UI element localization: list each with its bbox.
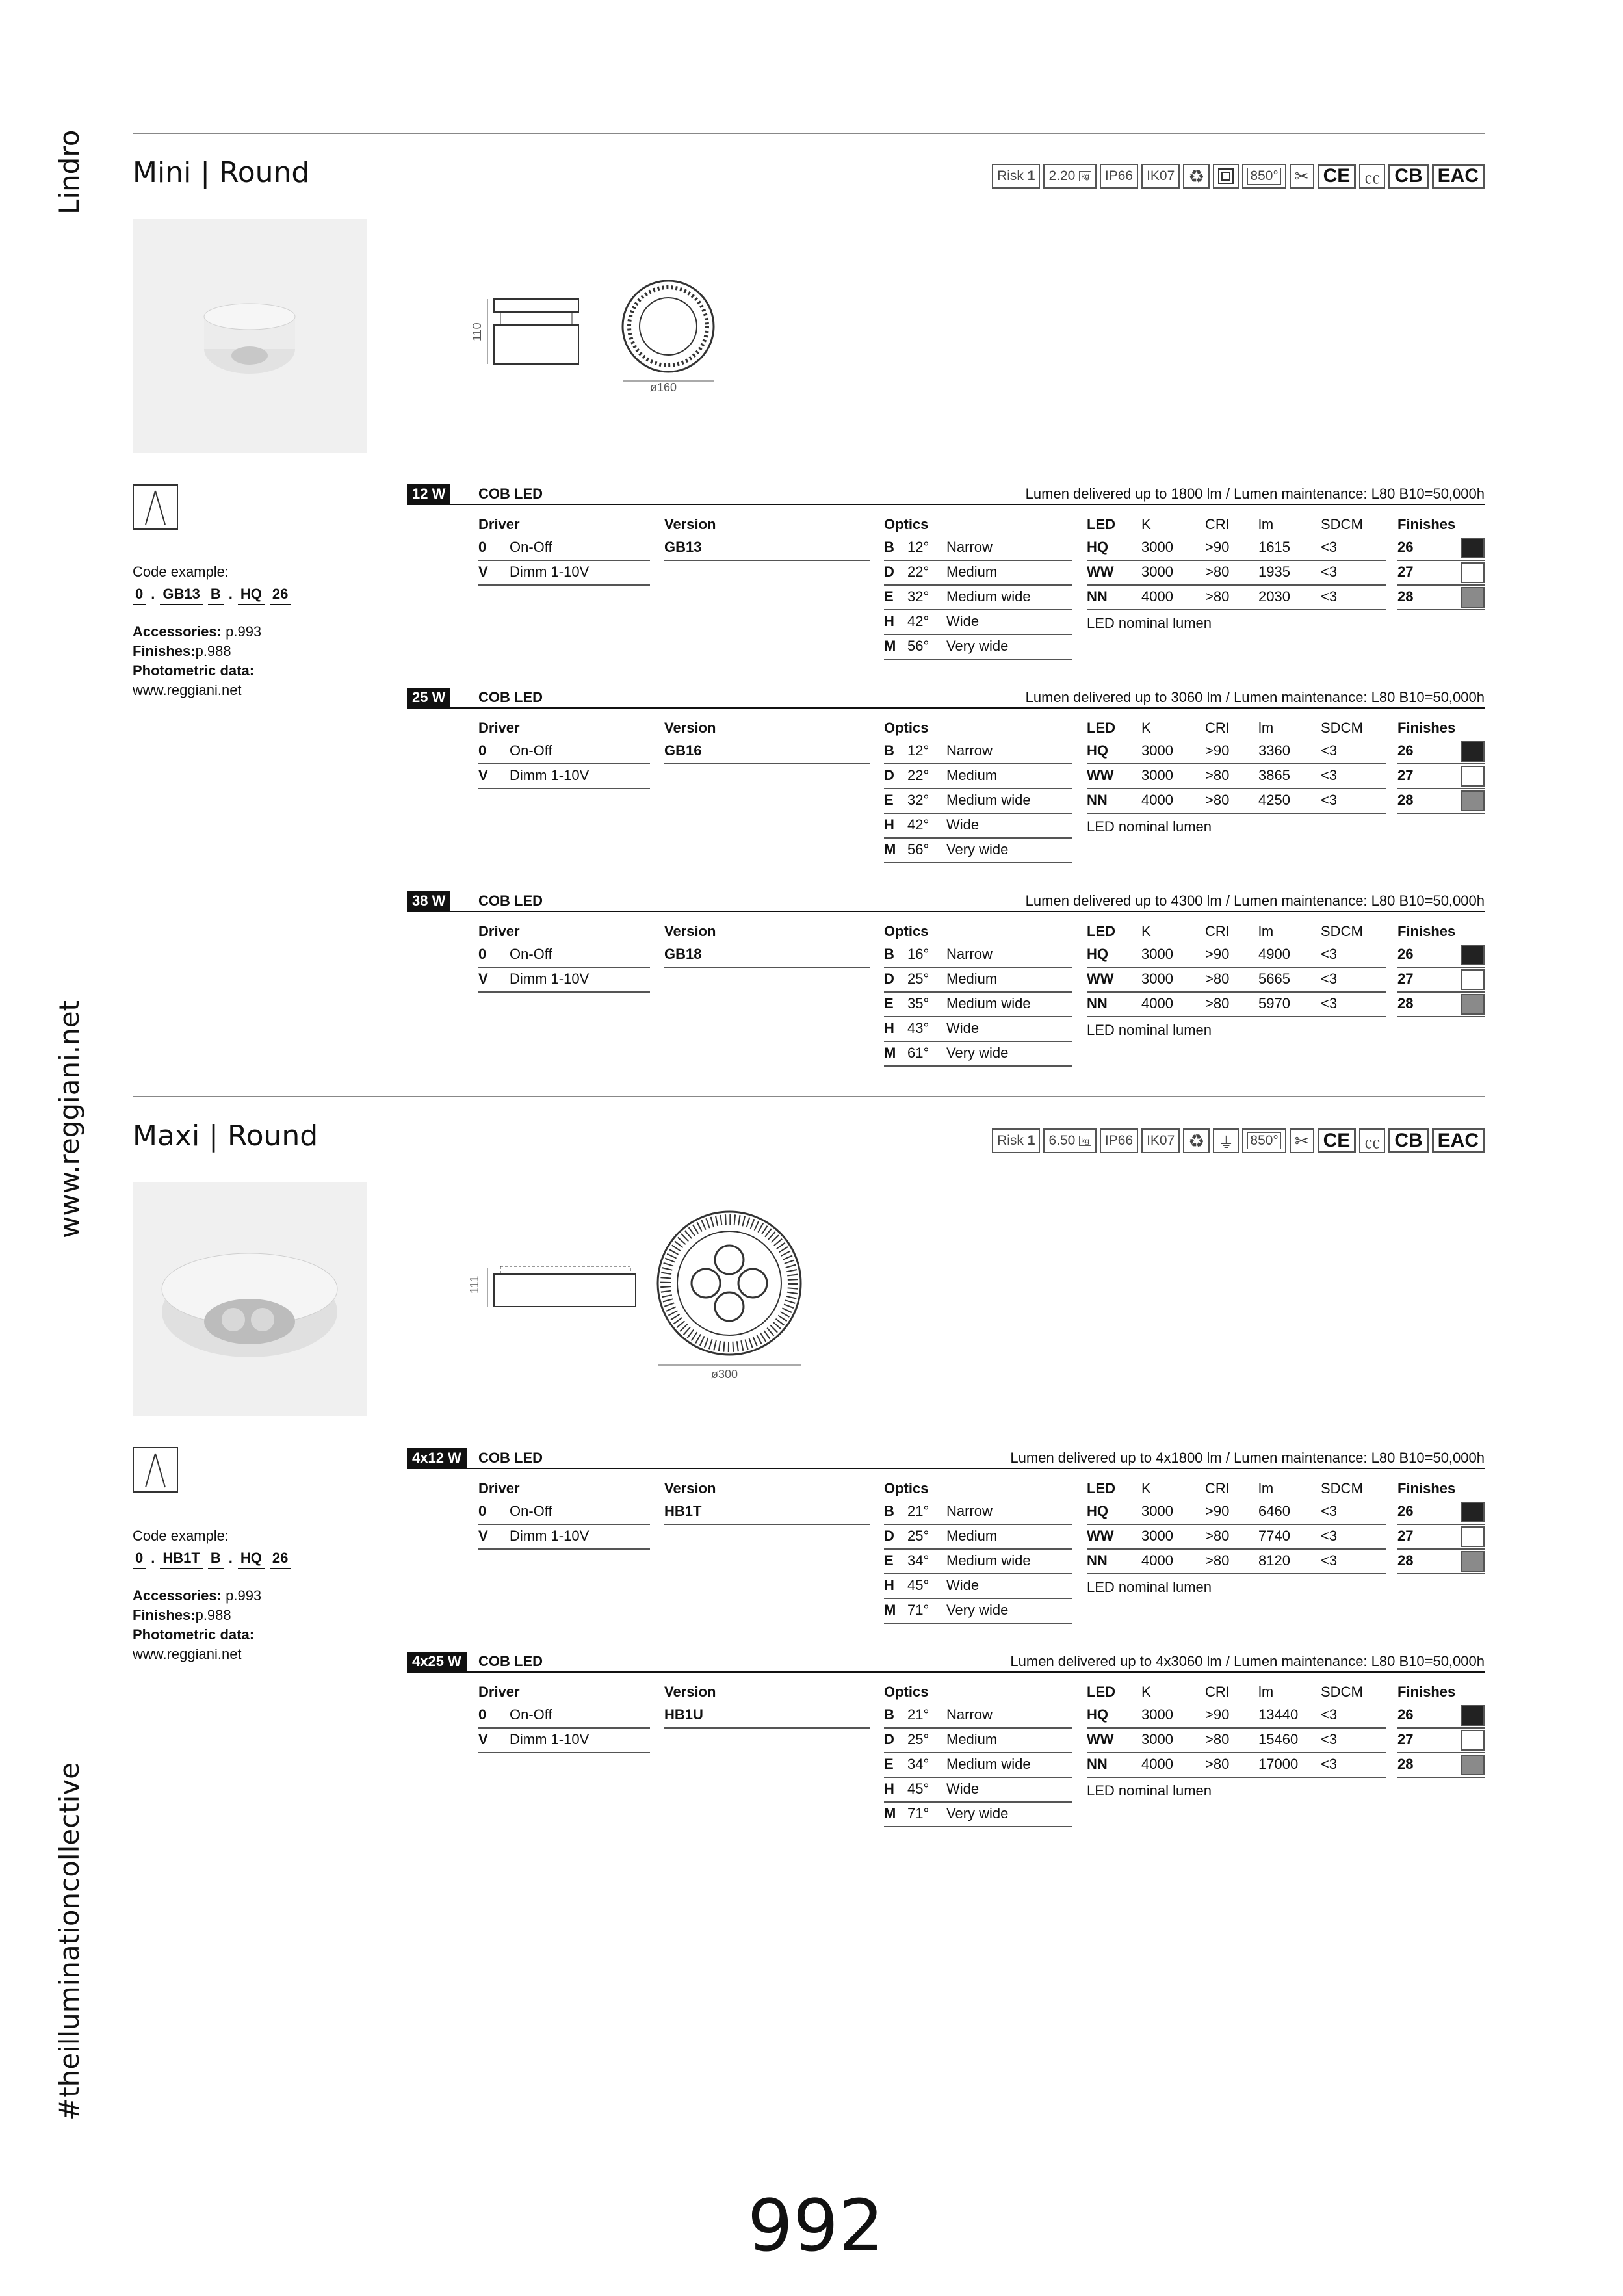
led-col-header: lm (1258, 1480, 1274, 1496)
finishes-column (1397, 1680, 1485, 1778)
finish-swatch (1461, 994, 1485, 1015)
led-header-row (1087, 716, 1386, 740)
optic-option[interactable]: B 21° Narrow (884, 1500, 1072, 1525)
driver-option[interactable]: V Dimm 1-10V (478, 1729, 650, 1753)
finish-option[interactable]: 26 (1397, 536, 1485, 561)
optics-header: Optics (884, 516, 929, 532)
section-title: Mini | Round (133, 156, 310, 189)
led-note: LED nominal lumen (1087, 1022, 1212, 1038)
driver-option[interactable]: V Dimm 1-10V (478, 1525, 650, 1550)
finish-swatch (1461, 945, 1485, 965)
optic-option[interactable]: D 25° Medium (884, 1729, 1072, 1753)
wattage-badge: 25 W (407, 688, 450, 707)
version-header: Version (664, 1480, 716, 1496)
photometric-link[interactable]: www.reggiani.net (133, 682, 242, 698)
product-photo (133, 1182, 367, 1416)
version-code[interactable]: HB1T (664, 1500, 870, 1525)
finish-option[interactable]: 28 (1397, 993, 1485, 1017)
wattage-badge: 12 W (407, 484, 450, 504)
led-row[interactable]: NN 4000 >80 4250 <3 (1087, 789, 1386, 814)
driver-column (478, 1680, 650, 1753)
risk-badge: Risk 1 (992, 1128, 1040, 1153)
driver-column (478, 1477, 650, 1550)
version-column (664, 1477, 870, 1525)
version-column (664, 1680, 870, 1729)
led-header-row (1087, 1477, 1386, 1500)
no-cover-icon: ✂ (1290, 1128, 1314, 1153)
led-row[interactable]: WW 3000 >80 7740 <3 (1087, 1525, 1386, 1550)
led-header-row (1087, 1680, 1386, 1704)
eac-mark: EAC (1432, 1128, 1485, 1153)
light-source-label: COB LED (478, 689, 543, 705)
optic-option[interactable]: E 35° Medium wide (884, 993, 1072, 1017)
led-col-header: K (1141, 1684, 1151, 1700)
led-table (1087, 716, 1386, 840)
led-note: LED nominal lumen (1087, 818, 1212, 835)
driver-option[interactable]: 0 On-Off (478, 740, 650, 764)
led-header-row (1087, 513, 1386, 536)
led-col-header: SDCM (1321, 1480, 1363, 1496)
finishes-header: Finishes (1397, 923, 1456, 939)
ce-mark: CE (1318, 1128, 1357, 1153)
finish-option[interactable]: 28 (1397, 586, 1485, 610)
spec-block (407, 1652, 1485, 1840)
technical-drawing (455, 273, 793, 403)
photometric-link[interactable]: www.reggiani.net (133, 1646, 242, 1662)
recycle-icon: ♻ (1183, 164, 1210, 189)
version-code[interactable]: GB18 (664, 943, 870, 968)
double-insulation-icon (1213, 164, 1239, 189)
led-header-row (1087, 920, 1386, 943)
section-divider (133, 1096, 1485, 1097)
led-col-header: CRI (1205, 516, 1230, 532)
finishes-header: Finishes (1397, 720, 1456, 736)
optics-column (884, 920, 1072, 1067)
side-url[interactable]: www.reggiani.net (53, 1000, 85, 1238)
led-col-header: K (1141, 923, 1151, 939)
led-col-header: CRI (1205, 1480, 1230, 1496)
version-column (664, 920, 870, 968)
optics-column (884, 716, 1072, 863)
led-col-header: K (1141, 1480, 1151, 1496)
wattage-badge: 38 W (407, 891, 450, 911)
finish-option[interactable]: 27 (1397, 1525, 1485, 1550)
driver-header: Driver (478, 923, 520, 939)
finish-swatch (1461, 790, 1485, 811)
led-row[interactable]: HQ 3000 >90 1615 <3 (1087, 536, 1386, 561)
finish-option[interactable]: 28 (1397, 789, 1485, 814)
spec-block-header (407, 891, 1485, 912)
spec-block-header (407, 1448, 1485, 1469)
led-row[interactable]: HQ 3000 >90 13440 <3 (1087, 1704, 1386, 1729)
optic-option[interactable]: M 56° Very wide (884, 635, 1072, 660)
finish-swatch (1461, 538, 1485, 558)
version-code[interactable]: GB13 (664, 536, 870, 561)
version-column (664, 716, 870, 764)
ip-badge: IP66 (1100, 1128, 1138, 1153)
led-col-header: lm (1258, 923, 1274, 939)
led-col-header: lm (1258, 516, 1274, 532)
finish-swatch (1461, 1551, 1485, 1572)
driver-header: Driver (478, 1684, 520, 1700)
optic-option[interactable]: B 16° Narrow (884, 943, 1072, 968)
diameter-dimension: ø300 (711, 1368, 738, 1381)
finish-swatch (1461, 1526, 1485, 1547)
product-photo (133, 219, 367, 453)
finish-option[interactable]: 26 (1397, 943, 1485, 968)
finishes-header: Finishes (1397, 1480, 1456, 1496)
driver-column (478, 513, 650, 586)
finish-swatch (1461, 1755, 1485, 1775)
led-col-header: CRI (1205, 1684, 1230, 1700)
version-header: Version (664, 516, 716, 532)
optic-option[interactable]: E 34° Medium wide (884, 1753, 1072, 1778)
spec-block (407, 891, 1485, 1080)
led-table (1087, 1680, 1386, 1804)
optics-header: Optics (884, 923, 929, 939)
finishes-ref[interactable]: Finishes:p.988 (133, 1607, 231, 1623)
led-col-header: SDCM (1321, 923, 1363, 939)
driver-column (478, 716, 650, 789)
optic-option[interactable]: M 71° Very wide (884, 1599, 1072, 1624)
section-title: Maxi | Round (133, 1119, 318, 1153)
optic-option[interactable]: B 12° Narrow (884, 536, 1072, 561)
optic-option[interactable]: B 12° Narrow (884, 740, 1072, 764)
version-code[interactable]: GB16 (664, 740, 870, 764)
led-row[interactable]: NN 4000 >80 8120 <3 (1087, 1550, 1386, 1574)
led-col-header: SDCM (1321, 516, 1363, 532)
driver-option[interactable]: V Dimm 1-10V (478, 968, 650, 993)
spec-block (407, 484, 1485, 673)
glow-wire-badge: 850° (1242, 1128, 1286, 1153)
finish-swatch (1461, 1730, 1485, 1751)
light-source-label: COB LED (478, 486, 543, 502)
driver-option[interactable]: V Dimm 1-10V (478, 764, 650, 789)
optic-option[interactable]: D 22° Medium (884, 561, 1072, 586)
optics-column (884, 1680, 1072, 1827)
side-hashtag: #theilluminationcollective (53, 1762, 85, 2120)
optic-option[interactable]: H 45° Wide (884, 1778, 1072, 1803)
led-col-header: LED (1087, 1684, 1115, 1700)
cb-mark: CB (1388, 164, 1428, 189)
ik-badge: IK07 (1141, 164, 1180, 189)
glow-wire-badge: 850° (1242, 164, 1286, 189)
photometric-label: Photometric data: (133, 1626, 255, 1643)
optic-option[interactable]: H 42° Wide (884, 610, 1072, 635)
product-info (133, 562, 291, 700)
version-header: Version (664, 923, 716, 939)
driver-header: Driver (478, 516, 520, 532)
optic-option[interactable]: M 71° Very wide (884, 1803, 1072, 1827)
finish-option[interactable]: 26 (1397, 740, 1485, 764)
recycle-icon: ♻ (1183, 1128, 1210, 1153)
finish-option[interactable]: 28 (1397, 1550, 1485, 1574)
kg-icon: kg (1079, 1136, 1091, 1146)
finish-option[interactable]: 27 (1397, 561, 1485, 586)
version-code[interactable]: HB1U (664, 1704, 870, 1729)
wattage-badge: 4x25 W (407, 1652, 467, 1671)
optics-header: Optics (884, 1480, 929, 1496)
optic-option[interactable]: H 42° Wide (884, 814, 1072, 839)
led-row[interactable]: HQ 3000 >90 3360 <3 (1087, 740, 1386, 764)
beam-icon (133, 1447, 178, 1493)
light-source-label: COB LED (478, 1450, 543, 1466)
spec-block (407, 688, 1485, 876)
led-row[interactable]: WW 3000 >80 1935 <3 (1087, 561, 1386, 586)
finishes-header: Finishes (1397, 516, 1456, 532)
finish-swatch (1461, 1705, 1485, 1726)
led-col-header: CRI (1205, 720, 1230, 736)
lumen-info: Lumen delivered up to 4300 lm / Lumen maintenance: L80 B10=50,000h (1025, 893, 1485, 909)
driver-option[interactable]: 0 On-Off (478, 1704, 650, 1729)
lumen-info: Lumen delivered up to 3060 lm / Lumen maintenance: L80 B10=50,000h (1025, 689, 1485, 705)
finish-option[interactable]: 27 (1397, 968, 1485, 993)
finishes-ref[interactable]: Finishes:p.988 (133, 643, 231, 659)
led-col-header: lm (1258, 720, 1274, 736)
height-dimension: 111 (468, 1275, 481, 1294)
ce-mark: CE (1318, 164, 1357, 189)
optics-column (884, 1477, 1072, 1624)
led-table (1087, 1477, 1386, 1600)
light-source-label: COB LED (478, 893, 543, 909)
diameter-dimension: ø160 (650, 381, 677, 394)
code-example-label: Code example: (133, 564, 229, 580)
finish-option[interactable]: 27 (1397, 1729, 1485, 1753)
ccc-icon: ㏄ (1359, 1128, 1385, 1153)
led-col-header: LED (1087, 923, 1115, 939)
height-dimension: 110 (471, 322, 484, 341)
light-source-label: COB LED (478, 1653, 543, 1669)
led-col-header: LED (1087, 720, 1115, 736)
led-row[interactable]: WW 3000 >80 5665 <3 (1087, 968, 1386, 993)
lumen-info: Lumen delivered up to 4x3060 lm / Lumen maintenance: L80 B10=50,000h (1010, 1653, 1485, 1669)
led-note: LED nominal lumen (1087, 615, 1212, 631)
technical-drawing (455, 1209, 819, 1391)
optics-column (884, 513, 1072, 660)
code-example: 0 . GB13 B . HQ 26 (133, 584, 291, 605)
version-column (664, 513, 870, 561)
spec-block-header (407, 484, 1485, 505)
optic-option[interactable]: E 32° Medium wide (884, 789, 1072, 814)
no-cover-icon: ✂ (1290, 164, 1314, 189)
certification-strip (992, 1128, 1485, 1153)
finish-swatch (1461, 587, 1485, 608)
eac-mark: EAC (1432, 164, 1485, 189)
optic-option[interactable]: M 61° Very wide (884, 1042, 1072, 1067)
led-col-header: SDCM (1321, 720, 1363, 736)
finish-swatch (1461, 969, 1485, 990)
ccc-icon: ㏄ (1359, 164, 1385, 189)
finishes-column (1397, 1477, 1485, 1574)
finishes-column (1397, 716, 1485, 814)
spec-block-header (407, 688, 1485, 709)
code-example: 0 . HB1T B . HQ 26 (133, 1548, 291, 1569)
led-col-header: LED (1087, 1480, 1115, 1496)
driver-option[interactable]: 0 On-Off (478, 536, 650, 561)
driver-option[interactable]: V Dimm 1-10V (478, 561, 650, 586)
led-col-header: lm (1258, 1684, 1274, 1700)
led-col-header: K (1141, 516, 1151, 532)
optic-option[interactable]: E 32° Medium wide (884, 586, 1072, 610)
finish-option[interactable]: 26 (1397, 1704, 1485, 1729)
led-note: LED nominal lumen (1087, 1782, 1212, 1799)
photometric-label: Photometric data: (133, 662, 255, 679)
led-row[interactable]: WW 3000 >80 3865 <3 (1087, 764, 1386, 789)
accessories-ref[interactable]: Accessories: p.993 (133, 623, 262, 640)
optic-option[interactable]: D 22° Medium (884, 764, 1072, 789)
optics-header: Optics (884, 1684, 929, 1700)
led-row[interactable]: HQ 3000 >90 4900 <3 (1087, 943, 1386, 968)
optic-option[interactable]: H 43° Wide (884, 1017, 1072, 1042)
version-header: Version (664, 720, 716, 736)
version-header: Version (664, 1684, 716, 1700)
lumen-info: Lumen delivered up to 4x1800 lm / Lumen maintenance: L80 B10=50,000h (1010, 1450, 1485, 1466)
finish-swatch (1461, 766, 1485, 787)
optic-option[interactable]: E 34° Medium wide (884, 1550, 1072, 1574)
driver-column (478, 920, 650, 993)
driver-option[interactable]: 0 On-Off (478, 943, 650, 968)
beam-icon (133, 484, 178, 530)
led-row[interactable]: HQ 3000 >90 6460 <3 (1087, 1500, 1386, 1525)
optic-option[interactable]: D 25° Medium (884, 1525, 1072, 1550)
optics-header: Optics (884, 720, 929, 736)
kg-icon: kg (1079, 171, 1091, 181)
finish-option[interactable]: 26 (1397, 1500, 1485, 1525)
finish-swatch (1461, 1502, 1485, 1522)
led-note: LED nominal lumen (1087, 1579, 1212, 1595)
finish-swatch (1461, 741, 1485, 762)
led-row[interactable]: NN 4000 >80 5970 <3 (1087, 993, 1386, 1017)
finish-swatch (1461, 562, 1485, 583)
led-col-header: SDCM (1321, 1684, 1363, 1700)
finishes-column (1397, 513, 1485, 610)
optic-option[interactable]: M 56° Very wide (884, 839, 1072, 863)
optic-option[interactable]: H 45° Wide (884, 1574, 1072, 1599)
earth-ground-icon: ⏚ (1213, 1128, 1239, 1153)
certification-strip (992, 164, 1485, 189)
side-brand: Lindro (53, 129, 85, 215)
code-example-label: Code example: (133, 1528, 229, 1544)
maxi-product-image (133, 1182, 367, 1416)
spec-block (407, 1448, 1485, 1637)
driver-option[interactable]: 0 On-Off (478, 1500, 650, 1525)
wattage-badge: 4x12 W (407, 1448, 467, 1468)
weight-badge: 6.50 kg (1043, 1128, 1096, 1153)
led-row[interactable]: NN 4000 >80 2030 <3 (1087, 586, 1386, 610)
cb-mark: CB (1388, 1128, 1428, 1153)
product-info (133, 1526, 291, 1664)
led-col-header: K (1141, 720, 1151, 736)
led-table (1087, 920, 1386, 1043)
led-table (1087, 513, 1386, 636)
page-number: 992 (747, 2184, 884, 2267)
driver-header: Driver (478, 720, 520, 736)
led-row[interactable]: NN 4000 >80 17000 <3 (1087, 1753, 1386, 1778)
led-row[interactable]: WW 3000 >80 15460 <3 (1087, 1729, 1386, 1753)
weight-badge: 2.20 kg (1043, 164, 1096, 189)
spec-block-header (407, 1652, 1485, 1673)
finishes-column (1397, 920, 1485, 1017)
ik-badge: IK07 (1141, 1128, 1180, 1153)
risk-badge: Risk 1 (992, 164, 1040, 189)
section-divider (133, 133, 1485, 134)
optic-option[interactable]: D 25° Medium (884, 968, 1072, 993)
accessories-ref[interactable]: Accessories: p.993 (133, 1587, 262, 1604)
driver-header: Driver (478, 1480, 520, 1496)
finishes-header: Finishes (1397, 1684, 1456, 1700)
led-col-header: LED (1087, 516, 1115, 532)
led-col-header: CRI (1205, 923, 1230, 939)
finish-option[interactable]: 28 (1397, 1753, 1485, 1778)
finish-option[interactable]: 27 (1397, 764, 1485, 789)
ip-badge: IP66 (1100, 164, 1138, 189)
lumen-info: Lumen delivered up to 1800 lm / Lumen maintenance: L80 B10=50,000h (1025, 486, 1485, 502)
optic-option[interactable]: B 21° Narrow (884, 1704, 1072, 1729)
mini-product-image (133, 219, 367, 453)
